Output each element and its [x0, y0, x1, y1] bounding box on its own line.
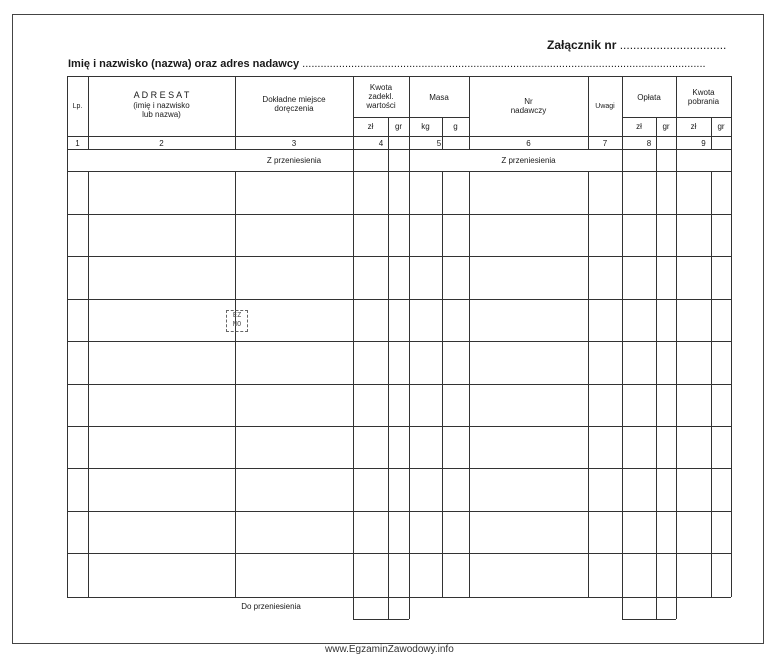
row-line [67, 553, 731, 554]
table-top-line [67, 76, 731, 77]
row-line [67, 468, 731, 469]
col-line-kwota-zl [388, 117, 389, 619]
column-number: 5 [436, 139, 442, 148]
subheader-pobranie-zl: zł [690, 122, 697, 131]
carry-in-label-right: Z przeniesienia [501, 156, 556, 165]
header-kwota-zadeklarowana: Kwota zadekl. wartości [366, 83, 396, 110]
header-lp: Lp. [72, 103, 83, 110]
col-line-adresat [235, 171, 236, 597]
header-nr-nadawczy: Nr nadawczy [510, 97, 547, 115]
header-adresat-title: A D R E S A T [133, 90, 190, 100]
row-line [67, 511, 731, 512]
attachment-dots: ................................ [619, 38, 727, 52]
row-line [67, 384, 731, 385]
attachment-label: Załącznik nr [547, 38, 617, 52]
column-number: 4 [378, 139, 384, 148]
table-body-bottom-line [67, 597, 731, 598]
col-line-oplata-zl [656, 117, 657, 619]
column-number: 8 [646, 139, 652, 148]
carry-in-line-right [409, 171, 731, 172]
column-number: 9 [701, 139, 706, 148]
carry-out-bottom-oplata [622, 619, 676, 620]
col-line-miejsce [353, 76, 354, 619]
col-line-masa-g [469, 171, 470, 597]
column-number: 1 [75, 139, 80, 148]
col-line-nr [588, 171, 589, 597]
row-line [67, 299, 731, 300]
header-oplata: Opłata [637, 93, 661, 102]
col-line-pobranie-zl [711, 171, 712, 597]
col-line-right [731, 76, 732, 597]
numbers-bottom-line [67, 149, 731, 150]
subheader-oplata-zl: zł [636, 122, 642, 131]
col-line-left [67, 76, 68, 597]
watermark-text: www.EgzaminZawodowy.info [325, 644, 454, 655]
subheader-pobranie-gr: gr [717, 122, 725, 131]
subheader-oplata-gr: gr [662, 122, 670, 131]
carry-in-label-left: Z przeniesienia [266, 156, 322, 165]
stamp-icon: EZ NO [226, 310, 248, 332]
sender-dots: .................................................................................................................................... [302, 58, 706, 70]
col-line-lp [88, 171, 89, 597]
row-line [67, 214, 731, 215]
column-number: 6 [526, 139, 531, 148]
col-line-uwagi [622, 76, 623, 619]
row-line [67, 426, 731, 427]
header-miejsce: Dokładne miejsce doręczenia [262, 95, 326, 113]
col-line-oplata-gr [676, 76, 677, 619]
subheader-kwota-zl: zł [367, 122, 374, 131]
column-number: 3 [291, 139, 297, 148]
header-adresat-subtitle: (imię i nazwisko lub nazwa) [133, 101, 190, 119]
header-bottom-line [67, 136, 731, 137]
column-number: 7 [602, 139, 608, 148]
header-kwota-pobrania: Kwota pobrania [687, 88, 720, 106]
col-line-masa-kg [442, 171, 443, 597]
subheader-line-kwota [353, 117, 409, 118]
row-line [67, 256, 731, 257]
column-number: 2 [159, 139, 164, 148]
carry-out-bottom-kwota [353, 619, 409, 620]
sender-label: Imię i nazwisko (nazwa) oraz adres nadawcy [68, 58, 300, 70]
header-masa: Masa [429, 93, 449, 102]
carry-in-line-left [67, 171, 409, 172]
carry-out-label: Do przeniesienia [241, 602, 301, 611]
sender-field [68, 58, 706, 70]
subheader-line-masa [409, 117, 469, 118]
subheader-masa-kg: kg [421, 122, 430, 131]
subheader-kwota-gr: gr [394, 122, 403, 131]
subheader-masa-g: g [453, 122, 458, 131]
row-line [67, 341, 731, 342]
header-uwagi: Uwagi [595, 103, 615, 110]
attachment-number-field [547, 38, 726, 52]
col-line-kwota-gr [409, 76, 410, 619]
